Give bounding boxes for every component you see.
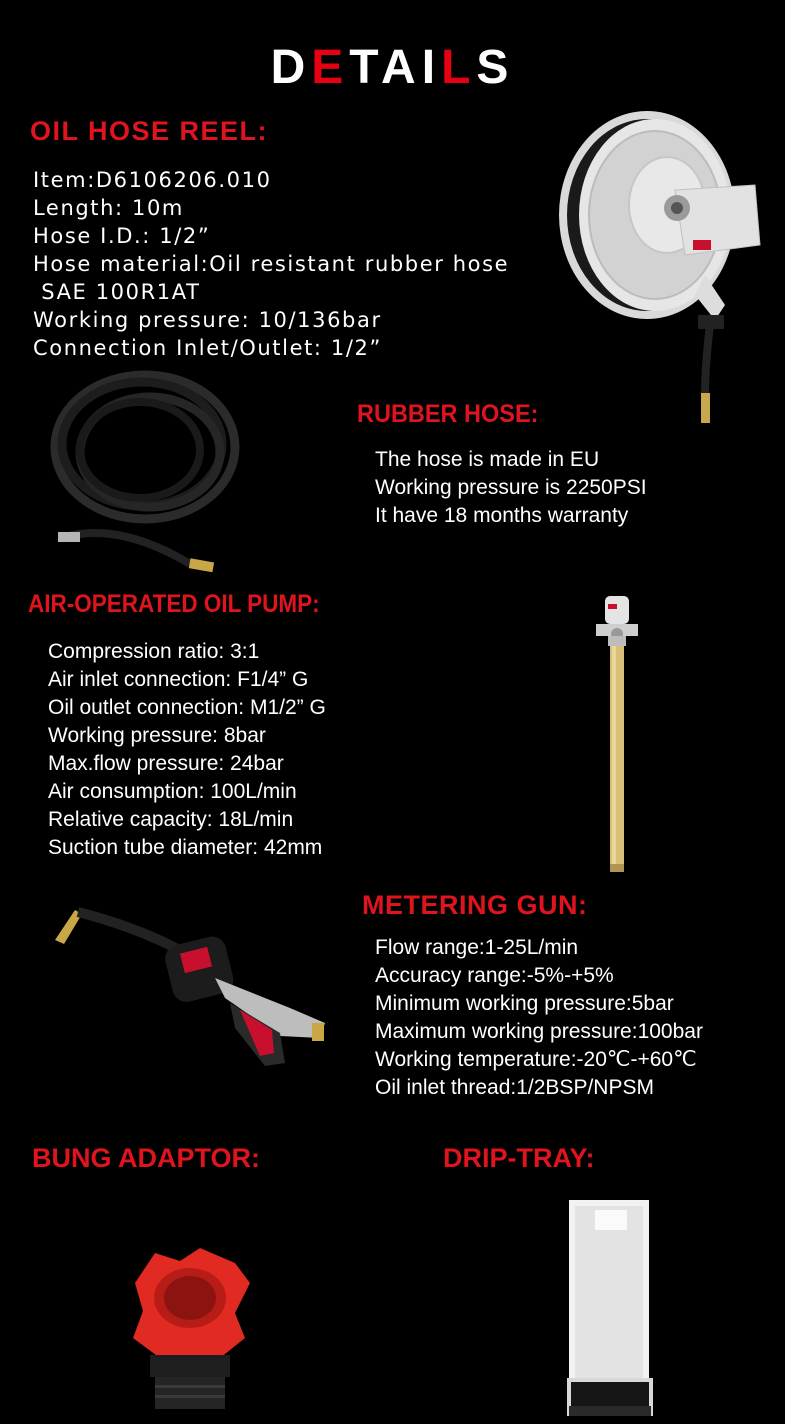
metering-gun-image <box>50 898 330 1073</box>
title-letter: L <box>441 41 477 94</box>
air-pump-specs <box>48 638 326 862</box>
spec-line: Item:D6106206.010 <box>33 168 272 192</box>
title-letter: A <box>381 41 422 94</box>
spec-line: Air inlet connection: F1/4” G <box>48 668 309 691</box>
spec-line: Minimum working pressure:5bar <box>375 992 674 1015</box>
rubber-hose-specs <box>375 446 647 530</box>
title-letter: E <box>311 41 350 94</box>
spec-line: Max.flow pressure: 24bar <box>48 752 284 775</box>
spec-line: Length: 10m <box>33 196 184 220</box>
air-pump-heading: AIR-OPERATED OIL PUMP: <box>28 590 320 618</box>
spec-line: Maximum working pressure:100bar <box>375 1020 703 1043</box>
spec-line: Relative capacity: 18L/min <box>48 808 294 831</box>
hose-reel-image <box>555 105 775 430</box>
page-title <box>0 40 785 95</box>
spec-line: Compression ratio: 3:1 <box>48 640 260 663</box>
spec-line: Accuracy range:-5%-+5% <box>375 964 614 987</box>
spec-line: Working pressure: 10/136bar <box>33 308 382 332</box>
bung-adaptor-heading: BUNG ADAPTOR: <box>32 1143 260 1173</box>
rubber-hose-image <box>50 372 230 557</box>
spec-line: SAE 100R1AT <box>33 280 201 304</box>
spec-line: Working temperature:-20℃-+60℃ <box>375 1048 697 1071</box>
metering-gun-heading: METERING GUN: <box>362 890 588 920</box>
oil-hose-reel-heading: OIL HOSE REEL: <box>30 116 269 146</box>
spec-line: Connection Inlet/Outlet: 1/2” <box>33 336 382 360</box>
spec-line: Oil inlet thread:1/2BSP/NPSM <box>375 1076 654 1099</box>
title-letter: D <box>270 41 312 94</box>
title-letter: I <box>421 41 442 94</box>
spec-line: Working pressure is 2250PSI <box>375 476 647 499</box>
rubber-hose-heading: RUBBER HOSE: <box>357 400 539 428</box>
drip-tray-image <box>565 1200 655 1422</box>
spec-line: Hose material:Oil resistant rubber hose <box>33 252 510 276</box>
title-letter: S <box>476 41 515 94</box>
bung-adaptor-image <box>125 1243 255 1413</box>
spec-line: Working pressure: 8bar <box>48 724 266 747</box>
spec-line: Suction tube diameter: 42mm <box>48 836 323 859</box>
air-pump-image <box>592 594 642 874</box>
spec-line: Hose I.D.: 1/2” <box>33 224 211 248</box>
spec-line: The hose is made in EU <box>375 448 600 471</box>
spec-line: Flow range:1-25L/min <box>375 936 579 959</box>
spec-line: Oil outlet connection: M1/2” G <box>48 696 326 719</box>
spec-line: Air consumption: 100L/min <box>48 780 297 803</box>
spec-line: It have 18 months warranty <box>375 504 629 527</box>
metering-gun-specs <box>375 934 703 1102</box>
oil-hose-reel-specs <box>33 166 509 362</box>
title-letter: T <box>349 41 382 94</box>
drip-tray-heading: DRIP-TRAY: <box>443 1143 595 1173</box>
